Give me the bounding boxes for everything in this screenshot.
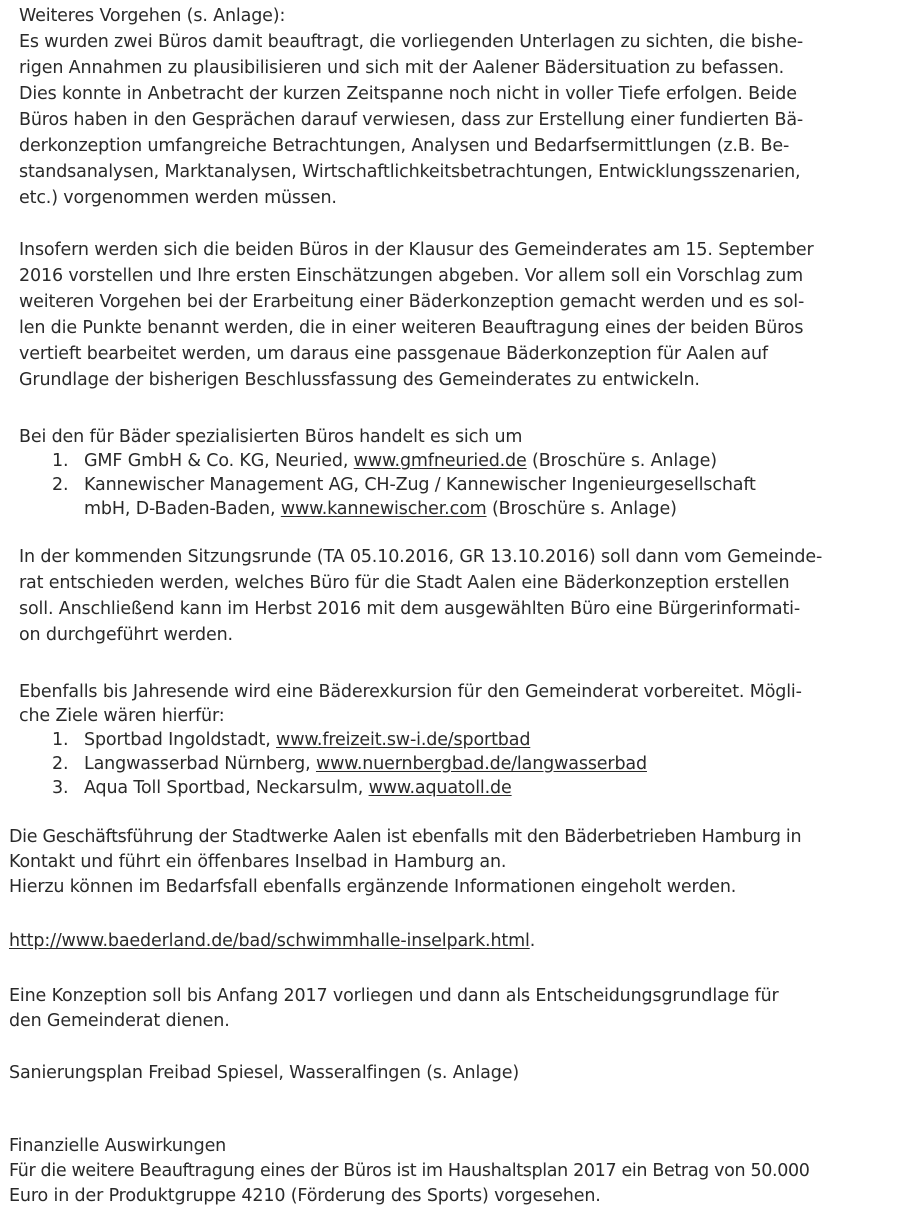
text-line: rigen Annahmen zu plausibilisieren und sich mit der Aalener Bädersituation zu befassen.: [19, 58, 785, 78]
text-line: In der kommenden Sitzungsrunde (TA 05.10.2016, GR 13.10.2016) soll dann vom Gemeinde-: [19, 547, 823, 567]
text-line: Eine Konzeption soll bis Anfang 2017 vorliegen und dann als Entscheidungsgrundlage für: [9, 986, 779, 1006]
section-heading-finanzielle-auswirkungen: Finanzielle Auswirkungen: [9, 1136, 227, 1156]
text-line: vertieft bearbeitet werden, um daraus eine passgenaue Bäderkonzeption für Aalen auf: [19, 344, 768, 364]
link-kannewischer[interactable]: www.kannewischer.com: [280, 499, 487, 519]
text-line: on durchgeführt werden.: [19, 625, 233, 645]
punctuation: .: [529, 931, 536, 951]
text-line: len die Punkte benannt werden, die in einer weiteren Beauftragung eines der beiden Büros: [19, 318, 804, 338]
text-line: rat entschieden werden, welches Büro für die Stadt Aalen eine Bäderkonzeption erstellen: [19, 573, 790, 593]
text-line: Die Geschäftsführung der Stadtwerke Aalen ist ebenfalls mit den Bäderbetrieben Hamburg in: [9, 827, 802, 847]
list-item-text: (Broschüre s. Anlage): [486, 499, 677, 519]
link-sportbad[interactable]: www.freizeit.sw-i.de/sportbad: [276, 730, 531, 750]
list-item-number: 1.: [52, 451, 69, 471]
text-line: che Ziele wären hierfür:: [19, 706, 225, 726]
list-item-number: 2.: [52, 754, 69, 774]
list-item-text: Sportbad Ingoldstadt,: [84, 730, 277, 750]
link-aquatoll[interactable]: www.aquatoll.de: [368, 778, 512, 798]
text-line: Bei den für Bäder spezialisierten Büros handelt es sich um: [19, 427, 523, 447]
text-line: etc.) vorgenommen werden müssen.: [19, 188, 337, 208]
list-item-sportbad: [84, 728, 530, 752]
text-line: derkonzeption umfangreiche Betrachtungen, Analysen und Bedarfsermittlungen (z.B. Be-: [19, 136, 790, 156]
text-line: Sanierungsplan Freibad Spiesel, Wasseralfingen (s. Anlage): [9, 1063, 520, 1083]
baederland-link-line: [9, 929, 535, 953]
section-heading-weiteres-vorgehen: Weiteres Vorgehen (s. Anlage):: [19, 6, 286, 26]
list-item-text: Langwasserbad Nürnberg,: [84, 754, 316, 774]
list-item-number: 1.: [52, 730, 69, 750]
text-line: Es wurden zwei Büros damit beauftragt, die vorliegenden Unterlagen zu sichten, die bishe-: [19, 32, 804, 52]
text-line: weiteren Vorgehen bei der Erarbeitung einer Bäderkonzeption gemacht werden und es sol-: [19, 292, 805, 312]
list-item-gmf: [84, 449, 717, 473]
text-line: Kontakt und führt ein öffenbares Inselbad in Hamburg an.: [9, 852, 507, 872]
text-line: Ebenfalls bis Jahresende wird eine Bäderexkursion für den Gemeinderat vorbereitet. Mögli-: [19, 682, 802, 702]
list-item-aquatoll: [84, 776, 512, 800]
text-line: soll. Anschließend kann im Herbst 2016 mit dem ausgewählten Büro eine Bürgerinformati-: [19, 599, 801, 619]
list-item-langwasserbad: [84, 752, 647, 776]
list-item-text: GMF GmbH & Co. KG, Neuried,: [84, 451, 354, 471]
list-item-text: Kannewischer Management AG, CH-Zug / Kannewischer Ingenieurgesellschaft: [84, 475, 756, 495]
list-item-text: mbH, D-Baden-Baden,: [84, 499, 281, 519]
list-item-number: 2.: [52, 475, 69, 495]
text-line: 2016 vorstellen und Ihre ersten Einschätzungen abgeben. Vor allem soll ein Vorschlag zum: [19, 266, 803, 286]
list-item-kannewischer: [84, 497, 677, 521]
text-line: den Gemeinderat dienen.: [9, 1011, 230, 1031]
text-line: Grundlage der bisherigen Beschlussfassung des Gemeinderates zu entwickeln.: [19, 370, 700, 390]
link-baederland[interactable]: http://www.baederland.de/bad/schwimmhalle-inselpark.html: [9, 931, 530, 951]
link-langwasserbad[interactable]: www.nuernbergbad.de/langwasserbad: [315, 754, 647, 774]
text-line: Büros haben in den Gesprächen darauf verwiesen, dass zur Erstellung einer fundierten Bä-: [19, 110, 804, 130]
text-line: standsanalysen, Marktanalysen, Wirtschaftlichkeitsbetrachtungen, Entwicklungsszenarien,: [19, 162, 801, 182]
list-item-text: Aqua Toll Sportbad, Neckarsulm,: [84, 778, 369, 798]
text-line: Euro in der Produktgruppe 4210 (Förderung des Sports) vorgesehen.: [9, 1186, 601, 1206]
text-line: Dies konnte in Anbetracht der kurzen Zeitspanne noch nicht in voller Tiefe erfolgen. Beide: [19, 84, 797, 104]
list-item-text: (Broschüre s. Anlage): [526, 451, 717, 471]
text-line: Für die weitere Beauftragung eines der Büros ist im Haushaltsplan 2017 ein Betrag von 50.000: [9, 1161, 810, 1181]
text-line: Hierzu können im Bedarfsfall ebenfalls ergänzende Informationen eingeholt werden.: [9, 877, 737, 897]
list-item-number: 3.: [52, 778, 69, 798]
text-line: Insofern werden sich die beiden Büros in der Klausur des Gemeinderates am 15. September: [19, 240, 814, 260]
link-gmfneuried[interactable]: www.gmfneuried.de: [353, 451, 527, 471]
